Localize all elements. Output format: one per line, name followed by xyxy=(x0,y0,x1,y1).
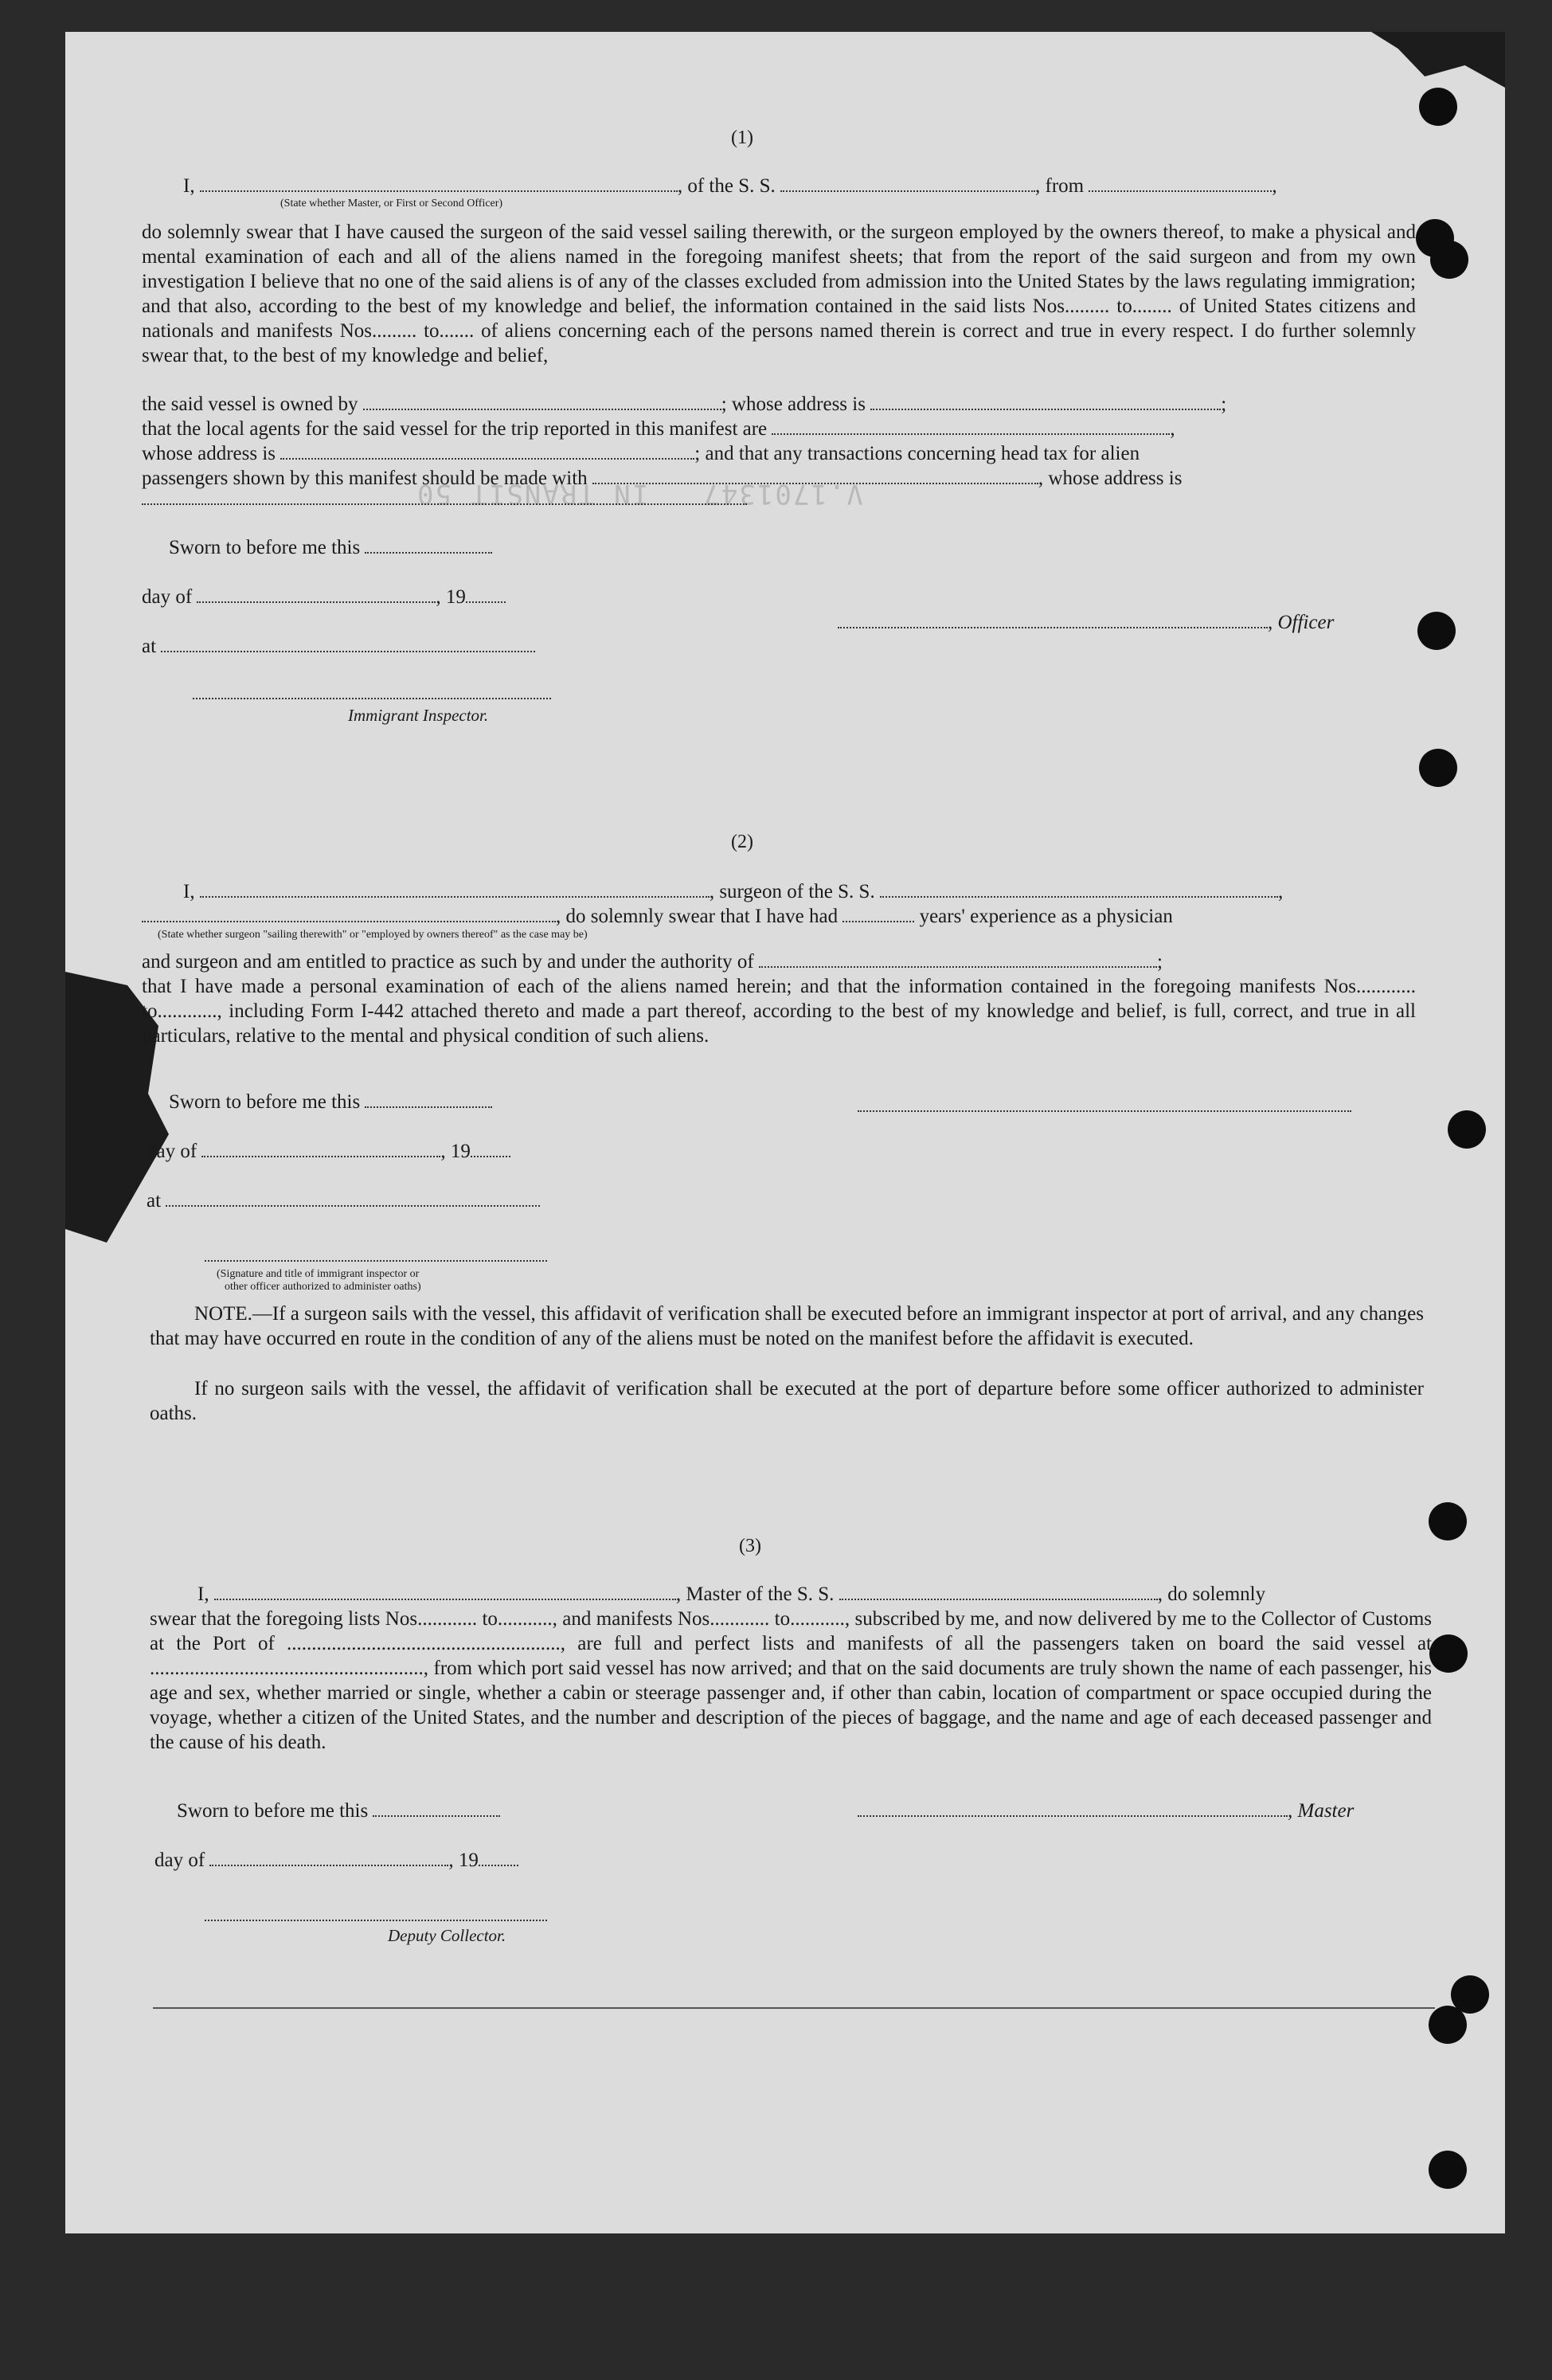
section-1-day: day of , 19 xyxy=(142,585,506,609)
section-2-sig-note-2: other officer authorized to administer oaths) xyxy=(225,1281,421,1293)
section-1-sworn: Sworn to before me this xyxy=(169,535,492,560)
section-2-body: that I have made a personal examination of each of the aliens named herein; and that the information contained in the foregoing manifests Nos............ to............, including Form I-442 attached thereto and made a part thereof, according to the best of my knowledge and belief, is full, correct, and true in all particulars, relative to the mental and physical condition of such aliens. xyxy=(142,976,1416,1047)
punch-hole xyxy=(1429,2151,1467,2189)
section-1-body: do solemnly swear that I have caused the surgeon of the said vessel sailing therewith, or the surgeon employed by the owners thereof, to make a physical and mental examination of each and all of the aliens named in the foregoing manifest sheets; that from the report of the said surgeon and from my own investigation I believe that no one of the said aliens is of any of the classes excluded from admission into the United States by the laws regulating immigration; and that also, according to the best of my knowledge and belief, the information contained in the said lists Nos......... to........ of United States citizens and nationals and manifests Nos......... to....... of aliens concerning each of the persons named therein is correct and true in every respect. I do further solemnly swear that, to the best of my knowledge and belief, xyxy=(142,221,1416,366)
section-3-sworn: Sworn to before me this xyxy=(177,1799,500,1823)
punch-hole xyxy=(1419,88,1457,126)
section-3-collector-rule xyxy=(205,1920,547,1921)
section-1-passengers-line: passengers shown by this manifest should be made with , whose address is xyxy=(142,468,1183,489)
bottom-divider xyxy=(153,2007,1435,2009)
punch-hole xyxy=(1419,749,1457,787)
section-2-day: day of , 19 xyxy=(147,1139,510,1164)
section-3-body: swear that the foregoing lists Nos............ to..........., and manifests Nos............ to..........., subscribed by me, and now delivered by me to the Collector of Customs at the Port of ......................................................., are full and perfect lists and manifests of all the passengers taken on board the said vessel at ......................................................., from which port said vessel has now arrived; and that on the said documents are truly shown the name of each passenger, his age and sex, whether married or single, whether a cabin or steerage passenger and, if other than cabin, location of compartment or space occupied during the voyage, whether a citizen of the United States, and the number and description of the pieces of baggage, and the name and age of each deceased passenger and the cause of his death. xyxy=(150,1608,1432,1753)
punch-hole xyxy=(1448,1110,1486,1149)
punch-hole xyxy=(1417,612,1456,650)
section-2-at: at xyxy=(147,1188,540,1213)
note-paragraph-2: If no surgeon sails with the vessel, the affidavit of verification shall be executed at the port of departure before some officer authorized to administer oaths. xyxy=(150,1378,1424,1424)
section-1-number: (1) xyxy=(731,127,753,148)
section-2-first-line: I, , surgeon of the S. S. , xyxy=(183,881,1284,902)
section-1-first-line: I, , of the S. S. , from , xyxy=(183,175,1277,197)
torn-corner xyxy=(1371,32,1505,88)
section-3-number: (3) xyxy=(739,1536,761,1556)
section-2-authority-line: and surgeon and am entitled to practice as such by and under the authority of ; xyxy=(142,951,1163,973)
bleed-through: V.1701347 IN TRANSIT 50 xyxy=(416,478,863,510)
note-paragraph-1: NOTE.—If a surgeon sails with the vessel, this affidavit of verification shall be executed before an immigrant inspector at port of arrival, and any changes that may have occurred en route in the condition of any of the aliens must be noted on the manifest before the affidavit is executed. xyxy=(150,1303,1424,1349)
section-1-owned-line: the said vessel is owned by ; whose address is ; xyxy=(142,393,1227,415)
punch-hole xyxy=(1429,2006,1467,2044)
section-2-inspector-rule xyxy=(205,1260,547,1262)
section-1-address-line: whose address is ; and that any transactions concerning head tax for alien xyxy=(142,443,1140,464)
section-1-agents-line: that the local agents for the said vessel for the trip reported in this manifest are , xyxy=(142,418,1175,440)
section-2-number: (2) xyxy=(731,832,753,852)
section-3-master-sig: , Master xyxy=(858,1799,1354,1823)
section-1-officer-sig: , Officer xyxy=(838,610,1334,635)
section-2-second-line: , do solemnly swear that I have had years' experience as a physician xyxy=(142,904,1173,929)
manifest-back-sheet xyxy=(65,32,1505,2233)
section-3-first-line: I, , Master of the S. S. , do solemnly xyxy=(197,1583,1266,1605)
punch-hole xyxy=(1429,1634,1468,1673)
section-1-address-rule xyxy=(142,503,747,505)
section-1-inspector-label: Immigrant Inspector. xyxy=(348,706,489,725)
section-2-sig-note-1: (Signature and title of immigrant inspector or xyxy=(217,1268,420,1280)
section-2-surgeon-note: (State whether surgeon "sailing therewith" or "employed by owners thereof" as the case may be) xyxy=(158,929,588,941)
section-3-collector-label: Deputy Collector. xyxy=(388,1926,506,1945)
section-1-inspector-rule xyxy=(193,698,551,699)
section-1-officer-note: (State whether Master, or First or Second Officer) xyxy=(280,198,503,209)
section-1-at: at xyxy=(142,634,535,659)
punch-hole xyxy=(1430,241,1468,279)
punch-hole xyxy=(1429,1502,1467,1540)
section-2-signature-rule xyxy=(858,1110,1351,1112)
section-2-sworn: Sworn to before me this xyxy=(169,1090,492,1114)
section-3-day: day of , 19 xyxy=(154,1848,518,1873)
